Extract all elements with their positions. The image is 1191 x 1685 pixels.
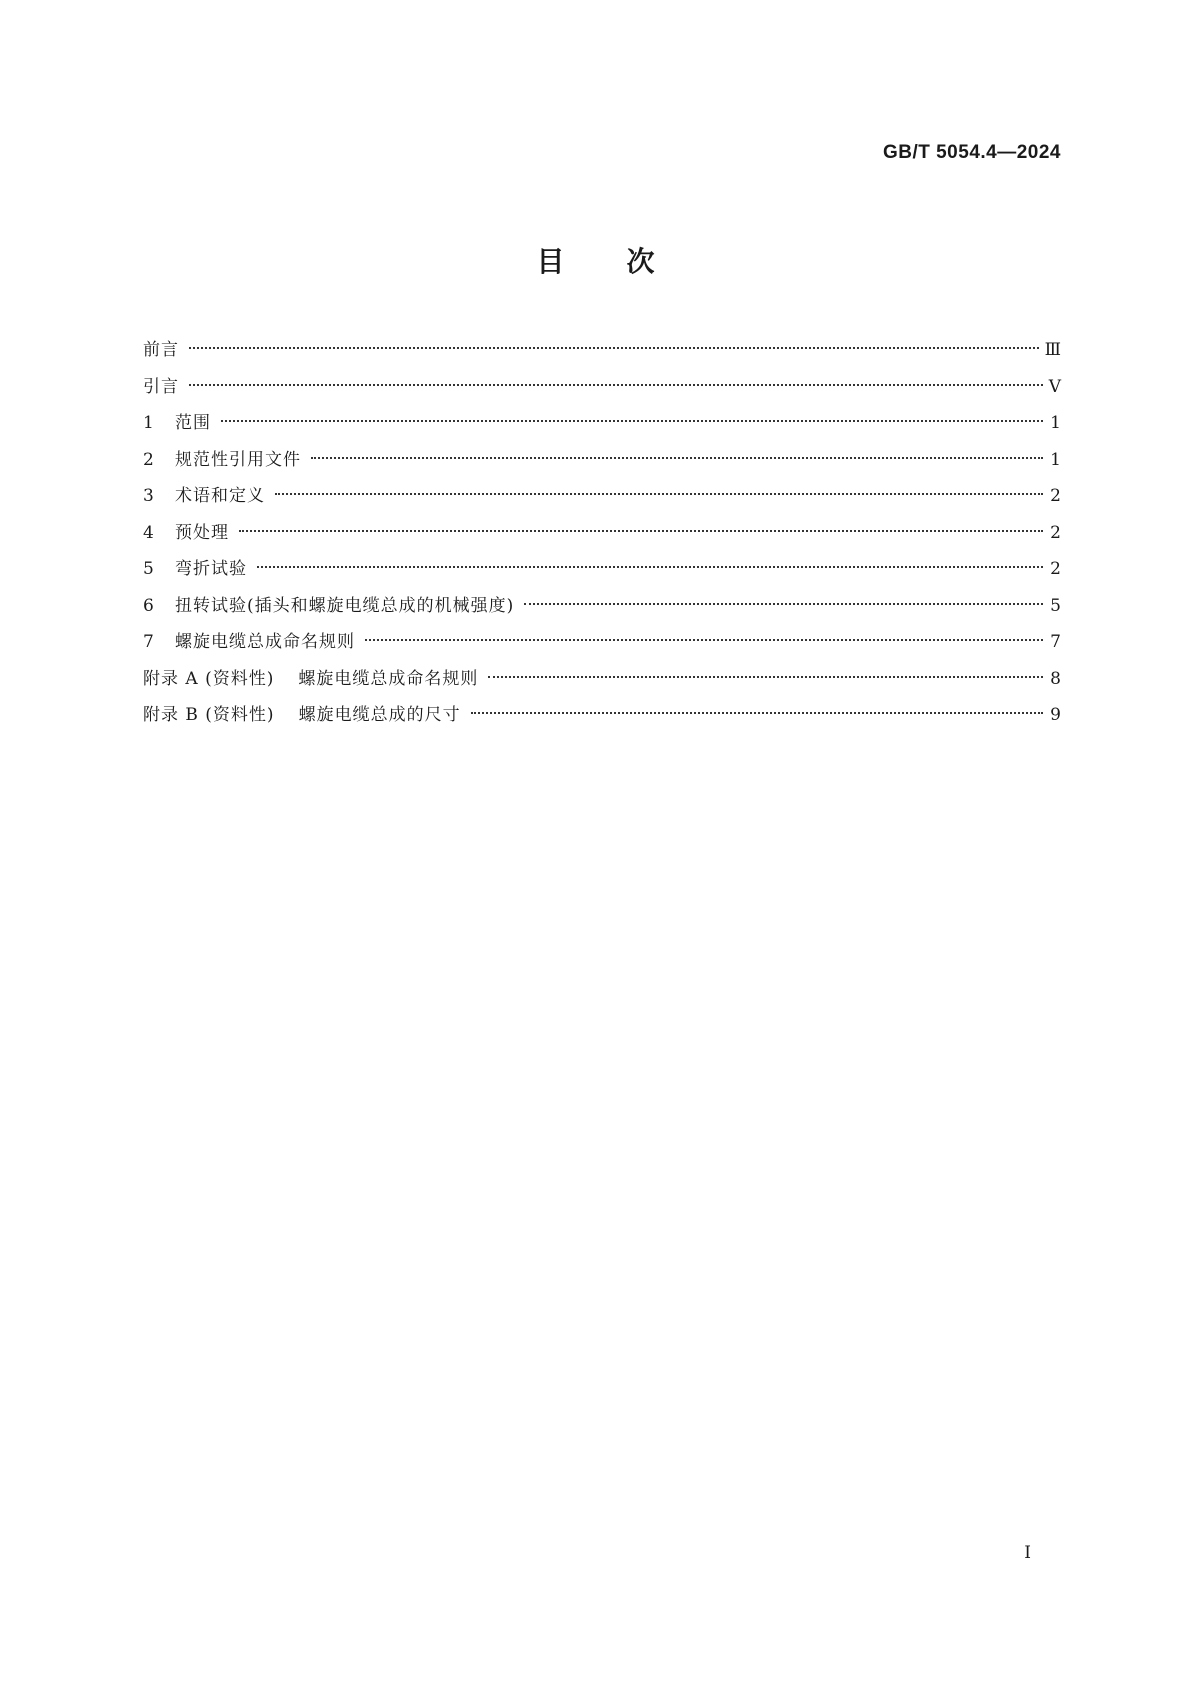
toc-entry-flexing-test[interactable]	[143, 557, 1061, 594]
toc-entry-label: 前言	[143, 340, 179, 360]
toc-entry-scope[interactable]	[143, 411, 1061, 448]
toc-entry-label: 预处理	[175, 522, 229, 543]
toc-entry-label: 螺旋电缆总成命名规则	[175, 632, 355, 652]
toc-entry-page: 1	[1050, 449, 1061, 470]
toc-leader-dots	[239, 530, 1043, 532]
toc-entry-page: 7	[1050, 632, 1061, 652]
toc-leader-dots	[524, 603, 1043, 605]
toc-entry-page: 5	[1050, 595, 1061, 616]
toc-entry-preconditioning[interactable]	[143, 521, 1061, 558]
toc-entry-page: 1	[1050, 413, 1061, 433]
toc-entry-number: 3	[143, 486, 154, 506]
toc-entry-page: Ⅲ	[1044, 340, 1061, 360]
toc-entry-number: 4	[143, 522, 154, 543]
toc-annex-prefix: 附录 A (资料性)	[143, 668, 275, 689]
toc-entry-label: 弯折试验	[175, 559, 247, 579]
toc-leader-dots	[275, 493, 1043, 495]
standard-code: GB/T 5054.4—2024	[882, 142, 1061, 163]
toc-entry-foreword[interactable]	[143, 338, 1061, 375]
toc-title: 目次	[536, 245, 717, 278]
toc-entry-number: 7	[143, 632, 154, 652]
toc-entry-page: 2	[1050, 522, 1061, 543]
toc-entry-page: 2	[1050, 559, 1061, 579]
toc-entry-page: 2	[1050, 486, 1061, 506]
toc-entry-label: 螺旋电缆总成命名规则	[298, 668, 479, 689]
toc-entry-torsion-test[interactable]	[143, 594, 1061, 631]
toc-leader-dots	[365, 639, 1043, 641]
table-of-contents	[143, 338, 1061, 740]
toc-entry-page: 9	[1050, 705, 1061, 725]
toc-entry-number: 1	[143, 413, 154, 433]
toc-leader-dots	[189, 384, 1043, 386]
toc-leader-dots	[257, 566, 1043, 568]
toc-entry-annex-b[interactable]	[143, 703, 1061, 740]
toc-entry-number: 2	[143, 449, 154, 470]
toc-entry-introduction[interactable]	[143, 375, 1061, 412]
toc-entry-label: 螺旋电缆总成的尺寸	[298, 705, 461, 725]
toc-entry-number: 5	[143, 559, 154, 579]
toc-entry-label: 范围	[175, 413, 211, 433]
toc-entry-number: 6	[143, 595, 154, 616]
toc-annex-prefix: 附录 B (资料性)	[143, 705, 275, 725]
toc-entry-label: 引言	[143, 376, 179, 397]
toc-entry-page: Ⅴ	[1048, 376, 1061, 397]
toc-entry-terms-definitions[interactable]	[143, 484, 1061, 521]
page-number: Ⅰ	[1024, 1543, 1031, 1563]
toc-entry-annex-a[interactable]	[143, 667, 1061, 704]
toc-entry-page: 8	[1050, 668, 1061, 689]
toc-entry-label: 术语和定义	[175, 486, 265, 506]
toc-leader-dots	[221, 420, 1043, 422]
toc-leader-dots	[311, 457, 1043, 459]
toc-entry-normative-references[interactable]	[143, 448, 1061, 485]
toc-entry-label: 规范性引用文件	[175, 449, 301, 470]
toc-entry-label: 扭转试验(插头和螺旋电缆总成的机械强度)	[175, 595, 515, 616]
toc-leader-dots	[488, 676, 1043, 678]
toc-entry-naming-rules[interactable]	[143, 630, 1061, 667]
toc-leader-dots	[471, 712, 1043, 714]
toc-leader-dots	[189, 347, 1039, 349]
